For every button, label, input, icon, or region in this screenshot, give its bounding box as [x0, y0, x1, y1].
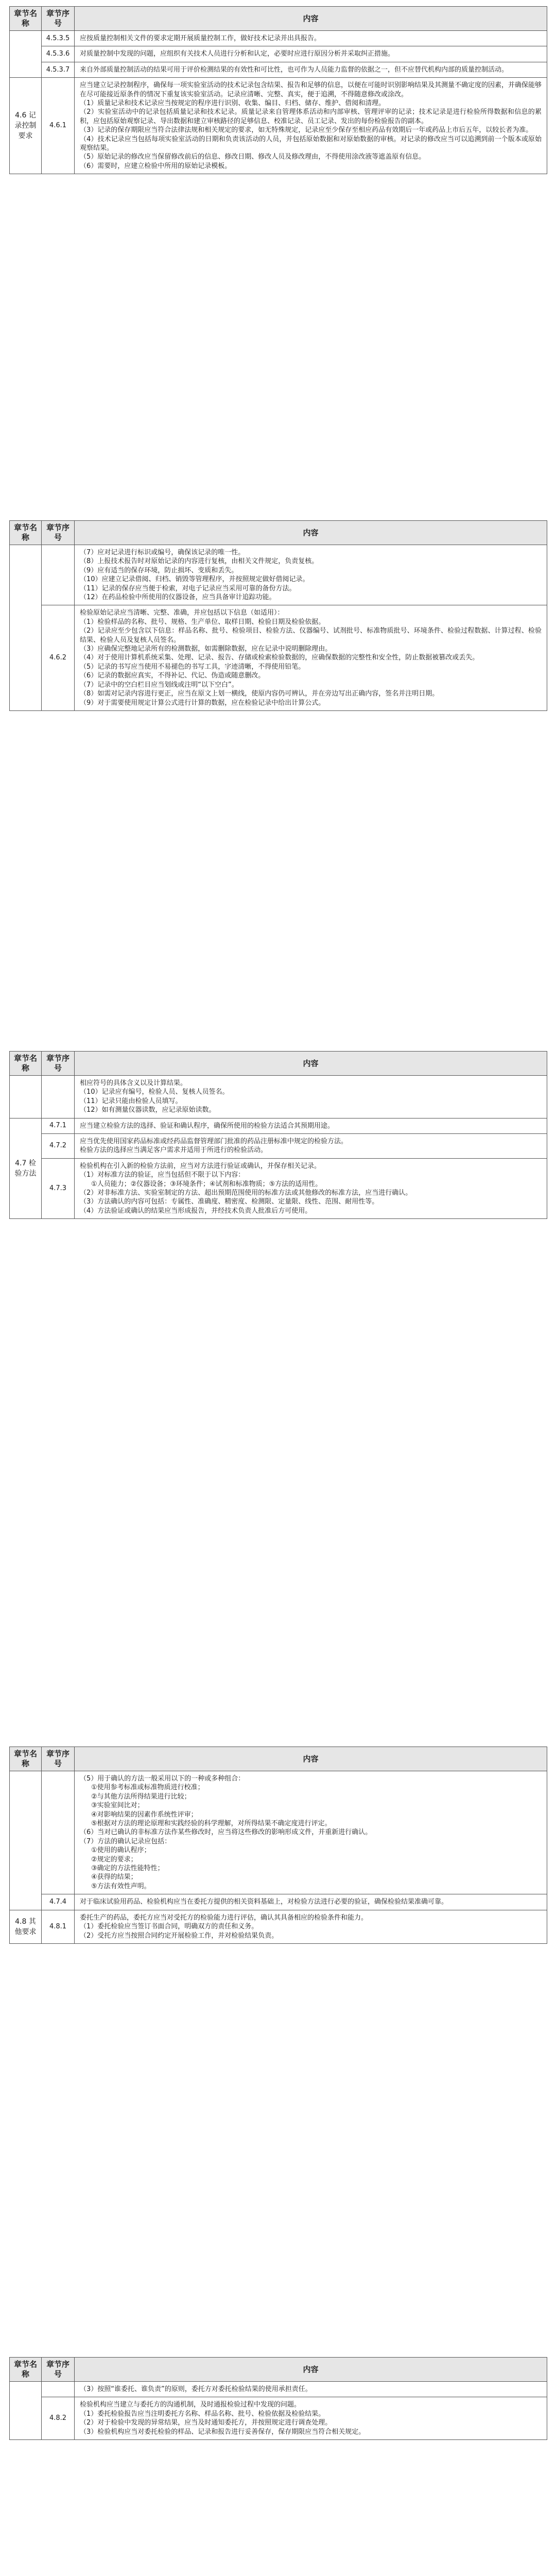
table-row: [10, 605, 547, 710]
row-number: 4.7.3: [42, 1158, 75, 1218]
table-header-row: [10, 7, 547, 31]
row-content: 应当建立检验方法的选择、验证和确认程序，确保所使用的检验方法适合其预期用途。: [75, 1118, 547, 1133]
table-row: [10, 31, 547, 46]
row-content: 应当优先使用国家药品标准或经药品监督管理部门批准的药品注册标准中规定的检验方法。 检验方法的选择应当满足客户需求并适用于所进行的检验活动。: [75, 1134, 547, 1159]
section-label: 4.8 其他要求: [10, 1910, 42, 1943]
table-header-row: [10, 2358, 547, 2382]
table-block-3: [9, 1051, 547, 1219]
row-content: 应按质量控制相关文件的要求定期开展质量控制工作，做好技术记录并出具报告。: [75, 31, 547, 46]
table-block-2: [9, 520, 547, 711]
spec-table: [9, 1747, 547, 1944]
spec-table: [9, 1051, 547, 1219]
header-content: 内容: [75, 1747, 547, 1771]
row-content: 检验机构应当建立与委托方的沟通机制，及时通报检验过程中发现的问题。 （1）委托检验报告应当注明委托方名称、样品名称、批号、检验依据及检验结果。 （2）对于检验中发现的异常结果，应当及时通知委托方，并按照规定进行调查处理。 （3）检验机构应当对委托检验的样品、记录和报告进行妥善保存，保存期限应当符合相关规定。: [75, 2397, 547, 2440]
row-number: 4.8.2: [42, 2397, 75, 2440]
header-chapter-name: 章节名称: [10, 7, 42, 31]
row-number: 4.8.1: [42, 1910, 75, 1943]
row-content: （3）按照“谁委托、谁负责”的原则，委托方对委托检验结果的使用承担责任。: [75, 2382, 547, 2397]
row-content: 委托生产的药品，委托方应当对受托方的检验能力进行评估，确认其具备相应的检验条件和能力。 （1）委托检验应当签订书面合同，明确双方的责任和义务。 （2）受托方应当按照合同约定开展检验工作，并对检验结果负责。: [75, 1910, 547, 1943]
table-row: [10, 62, 547, 77]
table-row: [10, 46, 547, 62]
table-header-row: [10, 1747, 547, 1771]
header-chapter-no: 章节序号: [42, 7, 75, 31]
row-content: 检验原始记录应当清晰、完整、准确，并应包括以下信息（如适用）： （1）检验样品的名称、批号、规格、生产单位、取样日期、检验日期及检验依据。 （2）记录应至少包含以下信息：样品名称、批号、检验项目、检验方法、仪器编号、试剂批号、标准物质批号、环境条件、检验过程数据、计算过程、检验结果、检验人员及复核人员签名。 （3）应确保完整地记录所有的检测数据，如需删除数据，应在记录中说明删除理由。 （4）对于使用计算机系统采集、处理、记录、报告、存储或检索检验数据的，应确保数据的完整性和安全性，防止数据被篡改或丢失。 （5）记录的书写应当使用不易褪色的书写工具，字迹清晰，不得使用铅笔。 （6）记录的数据应真实，不得补记、代记、伪造或随意删改。 （7）记录中的空白栏目应当划线或注明“以下空白”。 （8）如需对记录内容进行更正，应当在原文上划一横线，使原内容仍可辨认，并在旁边写出正确内容，签名并注明日期。 （9）对于需要使用规定计算公式进行计算的数据，应在检验记录中给出计算公式。: [75, 605, 547, 710]
header-content: 内容: [75, 7, 547, 31]
table-row: [10, 1894, 547, 1910]
row-number: 4.5.3.5: [42, 31, 75, 46]
row-number: 4.7.2: [42, 1134, 75, 1159]
header-content: 内容: [75, 1052, 547, 1076]
table-row: [10, 1158, 547, 1218]
section-label: 4.7 检验方法: [10, 1118, 42, 1219]
row-content: 对质量控制中发现的问题，应组织有关技术人员进行分析和认定，必要时应进行原因分析并采取纠正措施。: [75, 46, 547, 62]
table-header-row: [10, 1052, 547, 1076]
table-row: [10, 1118, 547, 1133]
table-row: [10, 2382, 547, 2397]
table-row: [10, 1134, 547, 1159]
row-number: 4.5.3.7: [42, 62, 75, 77]
row-content: 应当建立记录控制程序，确保每一项实验室活动的技术记录包含结果、报告和足够的信息，以便在可能时识别影响结果及其测量不确定度的因素，并确保能够在尽可能接近原条件的情况下重复该实验室活动。记录应清晰、完整、真实，便于追溯，不得随意修改或涂改。 （1）质量记录和技术记录应当按规定的程序进行识别、收集、编目、归档、储存、维护、借阅和清理。 （2）实验室活动中的记录包括质量记录和技术记录。质量记录来自管理体系活动和内部审核、管理评审的记录；技术记录是进行检验所得数据和信息的累积，应包括原始观察记录、导出数据和建立审核路径的足够信息、校准记录、员工记录、发出的每份检验报告的副本。 （3）记录的保存期限应当符合法律法规和相关规定的要求，如无特殊规定，记录应至少保存至相应药品有效期后一年或药品上市后五年，以较长者为准。 （4）技术记录应当包括每项实验室活动的日期和负责该活动的人员，并包括原始数据和对原始数据的审核。对记录的修改应当可以追溯到前一个版本或原始观察结果。 （5）原始记录的修改应当保留修改前后的信息、修改日期、修改人员及修改理由，不得使用涂改液等遮盖原有信息。 （6）需要时，应建立检验中所用的原始记录模板。: [75, 78, 547, 174]
table-row: [10, 1910, 547, 1943]
row-number: 4.7.1: [42, 1118, 75, 1133]
header-chapter-no: 章节序号: [42, 2358, 75, 2382]
spec-table: [9, 6, 547, 174]
table-block-5: [9, 2357, 547, 2440]
header-chapter-name: 章节名称: [10, 1747, 42, 1771]
table-block-4: [9, 1747, 547, 1944]
table-row: [10, 2397, 547, 2440]
section-label: 4.6 记录控制要求: [10, 78, 42, 174]
row-content: （5）用于确认的方法一般采用以下的一种或多种组合： ①使用参考标准或标准物质进行校准； ②与其他方法所得结果进行比较； ③实验室间比对； ④对影响结果的因素作系统性评审； ⑤根据对方法的理论原理和实践经验的科学理解，对所得结果不确定度进行评定。 （6）当对已确认的非标准方法作某些修改时，应当将这些修改的影响形成文件，并重新进行确认。 （7）方法的确认记录应包括： ①使用的确认程序； ②规定的要求； ③确定的方法性能特性； ④获得的结果； ⑤方法有效性声明。: [75, 1771, 547, 1894]
table-row: [10, 78, 547, 174]
header-content: 内容: [75, 2358, 547, 2382]
row-number: 4.5.3.6: [42, 46, 75, 62]
row-content: （7）应对记录进行标识或编号，确保该记录的唯一性。 （8）上报技术报告时对原始记录的内容进行复核，由相关文件规定，负责复核。 （9）应有适当的保存环境，防止损坏、变质和丢失。 （10）应建立记录借阅、归档、销毁等管理程序，并按照规定做好借阅记录。 （11）记录的保存应当便于检索，对电子记录应当采用可靠的备份方法。 （12）在药品检验中所使用的仪器设备，应当具备审计追踪功能。: [75, 545, 547, 605]
table-block-1: [9, 6, 547, 174]
row-content: 对于临床试验用药品、检验机构应当在委托方提供的相关资料基础上，对检验方法进行必要的验证，确保检验结果准确可靠。: [75, 1894, 547, 1910]
spec-table: [9, 520, 547, 711]
header-chapter-no: 章节序号: [42, 1747, 75, 1771]
header-chapter-name: 章节名称: [10, 521, 42, 545]
row-content: 相应符号的具体含义以及计算结果。 （10）记录应有编号，检验人员、复核人员签名。 （11）记录只能由检验人员填写。 （12）如有测量仪器读数，应记录原始读数。: [75, 1076, 547, 1118]
table-row: [10, 545, 547, 605]
header-chapter-no: 章节序号: [42, 1052, 75, 1076]
spec-table: [9, 2357, 547, 2440]
row-number: 4.6.1: [42, 78, 75, 174]
header-chapter-no: 章节序号: [42, 521, 75, 545]
table-row: [10, 1076, 547, 1118]
table-header-row: [10, 521, 547, 545]
header-chapter-name: 章节名称: [10, 1052, 42, 1076]
row-content: 检验机构在引入新的检验方法前，应当对方法进行验证或确认，并保存相关记录。 （1）对标准方法的验证，应当包括但不限于以下内容： ①人员能力；②仪器设备；③环境条件；④试剂和标准物质；⑤方法的适用性。 （2）对非标准方法、实验室制定的方法、超出预期范围使用的标准方法或其他修改的标准方法，应当进行确认。 （3）方法确认的内容可包括：专属性、准确度、精密度、检测限、定量限、线性、范围、耐用性等。 （4）方法验证或确认的结果应当形成报告，并经技术负责人批准后方可使用。: [75, 1158, 547, 1218]
row-content: 来自外部质量控制活动的结果可用于评价检测结果的有效性和可比性，也可作为人员能力监督的依据之一，但不应替代机构内部的质量控制活动。: [75, 62, 547, 77]
row-number: 4.6.2: [42, 605, 75, 710]
header-content: 内容: [75, 521, 547, 545]
header-chapter-name: 章节名称: [10, 2358, 42, 2382]
row-number: 4.7.4: [42, 1894, 75, 1910]
table-row: [10, 1771, 547, 1894]
